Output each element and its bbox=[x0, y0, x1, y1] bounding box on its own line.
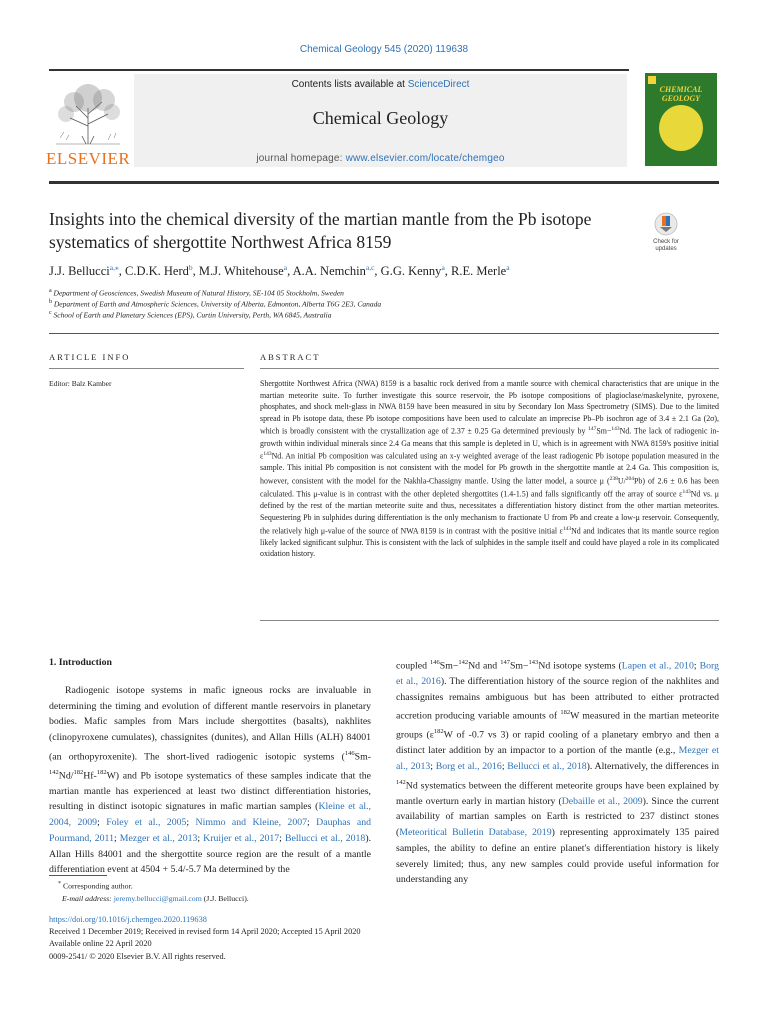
affiliation-key: b bbox=[49, 299, 52, 305]
body-text: W of -0.7 vs 3) or rapid cooling of a planetary embryo and then a distinct later addition by an impactor to a portion of the mantle (e.g., bbox=[396, 729, 719, 757]
doi-link[interactable]: https://doi.org/10.1016/j.chemgeo.2020.119638 bbox=[49, 915, 207, 924]
isotope-superscript: 238 bbox=[609, 476, 618, 482]
abstract-segment: Nd. The lack of radiogenic in-growth within individual minerals since 2.4 Ga means that this sample is depleted in U, which is in agreement with NWA 8159's positive initial ε bbox=[260, 427, 719, 461]
corresponding-text: Corresponding author. bbox=[62, 881, 133, 891]
section-divider bbox=[49, 333, 719, 334]
author[interactable]: R.E. Merle bbox=[451, 264, 507, 279]
email-label: E-mail address: bbox=[62, 894, 114, 903]
article-info-rule bbox=[49, 368, 244, 369]
abstract-segment: Nd and indicates that its mantle source region likely lacked significant sulphur. This is consistent with the lack of sulphides in the sample itself and could have played a role in its complicated oxidation history. bbox=[260, 526, 719, 559]
ref-separator: ; bbox=[113, 832, 120, 844]
isotope-superscript: 146 bbox=[344, 749, 355, 757]
author[interactable]: J.J. Bellucci bbox=[49, 264, 110, 279]
isotope-superscript: 146 bbox=[430, 659, 440, 666]
reference-link[interactable]: Dauphas and Pourmand, 2011 bbox=[49, 817, 372, 844]
body-text: Nd systematics between the different meteorite groups have been explained by mantle overturn early in martian history ( bbox=[396, 779, 719, 807]
isotope-superscript: 182 bbox=[96, 768, 107, 776]
header-top-rule bbox=[49, 69, 629, 71]
email-link[interactable]: jeremy.bellucci@gmail.com bbox=[113, 894, 202, 903]
check-for-updates-button[interactable] bbox=[648, 212, 684, 256]
isotope-superscript: 147 bbox=[588, 426, 597, 433]
cover-graphic bbox=[659, 105, 703, 151]
reference-link[interactable]: Nimmo and Kleine, 2007 bbox=[195, 817, 308, 829]
abstract-bottom-rule bbox=[260, 620, 719, 621]
isotope-superscript: 182 bbox=[560, 709, 571, 717]
author-affiliation-marker[interactable]: a bbox=[506, 263, 510, 272]
body-text: ). The differentiation history of the source region of the nakhlites and chassignites remains ambiguous but has been attributed to either protracted accretion producing variable amounts of bbox=[396, 675, 719, 722]
author-separator: , bbox=[192, 264, 199, 279]
introduction-left-column bbox=[49, 683, 371, 878]
affiliation bbox=[49, 288, 729, 298]
affiliation-key: a bbox=[49, 288, 52, 294]
isotope-superscript: 182 bbox=[73, 768, 84, 776]
author[interactable]: A.A. Nemchin bbox=[292, 264, 366, 279]
body-text: ). Allan Hills 84001 and the shergottite source region are the result of a mantle differentiation event at 4504 + 5.4/-5.7 Ma determined by the bbox=[49, 832, 372, 876]
author-affiliation-marker[interactable]: a,⁎ bbox=[109, 263, 119, 272]
isotope-superscript: 142 bbox=[49, 768, 59, 776]
journal-citation[interactable]: Chemical Geology 545 (2020) 119638 bbox=[299, 44, 469, 55]
abstract-segment: Shergottite Northwest Africa (NWA) 8159 is a basaltic rock derived from a mantle source with chemical characteristics that are unique in the martian meteorite suite. To further investigate this source reservoir, the Pb isotope compositions of plagioclase/maskelynite, pyroxene, phosphates, and shock melt-glass in NWA 8159 have been measured in situ by Secondary Ion Mass Spectrometry (SIMS). Due to the limited spread in Pb isotope data, these Pb isotope compositions have been used to calculate an imprecise Pb–Pb isochron age of 3.4 ± 2.1 Ga (2σ), which is broadly consistent with the crystallization age of 2.37 ± 0.25 Ga determined previously by bbox=[260, 379, 719, 436]
author-separator: , bbox=[374, 264, 381, 279]
author-separator: , bbox=[444, 264, 452, 279]
homepage-link[interactable]: www.elsevier.com/locate/chemgeo bbox=[345, 153, 505, 164]
email-suffix: (J.J. Bellucci). bbox=[201, 894, 249, 903]
editor-line: Editor: Balz Kamber bbox=[49, 379, 112, 388]
ref-separator: ; bbox=[97, 817, 107, 829]
journal-cover-image bbox=[645, 73, 717, 166]
author-affiliation-marker[interactable]: a bbox=[283, 263, 288, 272]
homepage-prefix: journal homepage: bbox=[256, 153, 346, 164]
body-text: Hf- bbox=[83, 770, 97, 782]
article-footer bbox=[49, 914, 361, 963]
author[interactable]: M.J. Whitehouse bbox=[198, 264, 284, 279]
body-text: W) and Pb isotope systematics of these samples indicate that the martian mantle has experienced at least two distinct differentiation histories, resulting in distinct isotopic signatures in mafic martian samples ( bbox=[49, 770, 371, 813]
journal-homepage bbox=[134, 153, 627, 164]
header-bottom-rule bbox=[49, 181, 719, 184]
isotope-superscript: 143 bbox=[562, 525, 572, 532]
received-dates: Received 1 December 2019; Received in revised form 14 April 2020; Accepted 15 April 2020 bbox=[49, 927, 361, 937]
body-text: Sm− bbox=[439, 660, 459, 672]
abstract-text bbox=[260, 378, 719, 560]
isotope-superscript: 204 bbox=[625, 476, 635, 482]
contents-availability bbox=[134, 79, 627, 90]
author-separator: , bbox=[287, 264, 293, 279]
body-text: Sm− bbox=[509, 660, 529, 672]
journal-title: Chemical Geology bbox=[312, 108, 449, 128]
ref-separator: ; bbox=[501, 761, 508, 773]
isotope-superscript: 143 bbox=[263, 451, 272, 458]
abstract-heading: ABSTRACT bbox=[260, 352, 321, 362]
abstract-segment: Pb) of 2.6 ± 0.6 has been calculated. This μ-value is in contrast with the other depleted shergottites (1.4-1.5) and falls significantly off the array of source ε bbox=[260, 476, 720, 499]
sciencedirect-link[interactable]: ScienceDirect bbox=[407, 79, 470, 90]
body-text: Nd isotope systems ( bbox=[538, 660, 622, 672]
author[interactable]: G.G. Kenny bbox=[380, 264, 442, 279]
article-title: Insights into the chemical diversity of the martian mantle from the Pb isotope systematics of shergottite Northwest Africa 8159 bbox=[49, 209, 592, 252]
reference-link[interactable]: Lapen et al., 2010 bbox=[621, 660, 694, 672]
footnote-rule bbox=[49, 875, 107, 876]
ref-separator: ; bbox=[197, 832, 204, 844]
body-text: ) representing approximately 135 paired samples, the ability to define an entire planet's differentiation history is likely severely limited; thus, any new samples could provide useful information for understanding any bbox=[396, 827, 719, 886]
reference-link[interactable]: Mezger et al., 2013 bbox=[396, 745, 719, 773]
ref-separator: ; bbox=[693, 660, 700, 672]
body-text: Sm- bbox=[354, 751, 371, 763]
author-affiliation-marker[interactable]: a,c bbox=[365, 263, 375, 272]
reference-link[interactable]: Mezger et al., 2013 bbox=[119, 832, 198, 844]
ref-separator: ; bbox=[307, 817, 317, 829]
body-text: ). Since the current availability of martian samples on Earth is restricted to 237 distinct stones ( bbox=[396, 795, 719, 839]
abstract-segment: Nd. An initial Pb composition was calculated using an x-y weighted average of the least radiogenic Pb isotope population measured in the sample. This initial Pb composition is not consistent with the model for Pb growth in the shergottite mantle at 2.4 Ga. This composition is, however, consistent with the model for the Nakhla-Chassigny mantle. Using the latter model, a source μ ( bbox=[260, 451, 719, 486]
author-affiliation-marker[interactable]: b bbox=[188, 263, 193, 272]
body-text: Nd and bbox=[468, 660, 501, 672]
reference-link[interactable]: Foley et al., 2005 bbox=[106, 817, 187, 829]
isotope-superscript: 182 bbox=[433, 728, 444, 736]
elsevier-tree-logo bbox=[46, 78, 130, 148]
body-text: coupled bbox=[396, 660, 430, 672]
introduction-right-column bbox=[396, 655, 719, 888]
affiliation-text: School of Earth and Planetary Sciences (EPS), Curtin University, Perth, WA 6845, Australia bbox=[53, 310, 332, 320]
isotope-superscript: 147 bbox=[500, 659, 510, 666]
body-text: Radiogenic isotope systems in mafic igneous rocks are invaluable in determining the timing and evolution of different mantle reservoirs in planetary bodies. Mafic samples from Mars include shergottites (basalts), nakhlites (clinopyroxene cumulates), chassignites (dunites), and Allan Hills (ALH) 84001 (an orthopyroxenite). The short-lived radiogenic isotopic systems ( bbox=[49, 685, 371, 763]
author-affiliation-marker[interactable]: a bbox=[441, 263, 445, 272]
author-separator: , bbox=[118, 264, 125, 279]
body-text: W measured in the martian meteorite groups (ε bbox=[396, 710, 719, 741]
check-updates-label: Check for updates bbox=[653, 239, 679, 252]
ref-separator: ; bbox=[186, 817, 196, 829]
reference-link[interactable]: Kruijer et al., 2017 bbox=[203, 832, 280, 844]
reference-link[interactable]: Bellucci et al., 2018 bbox=[507, 761, 587, 773]
reference-link[interactable]: Borg et al., 2016 bbox=[396, 660, 719, 687]
body-text: Nd/ bbox=[58, 770, 74, 782]
copyright-notice: 0009-2541/ © 2020 Elsevier B.V. All rights reserved. bbox=[49, 951, 226, 961]
footnote-marker: * bbox=[58, 881, 61, 887]
abstract-segment: Sm− bbox=[596, 427, 612, 436]
affiliation-key: c bbox=[49, 310, 52, 316]
isotope-superscript: 143 bbox=[682, 489, 691, 496]
reference-link[interactable]: Meteoritical Bulletin Database, 2019 bbox=[399, 827, 552, 839]
affiliation-text: Department of Earth and Atmospheric Sciences, University of Alberta, Edmonton, Alberta T6G 2E3, Canada bbox=[53, 299, 382, 309]
introduction-heading: 1. Introduction bbox=[49, 657, 112, 668]
reference-link[interactable]: Debaille et al., 2009 bbox=[561, 795, 643, 807]
affiliation-text: Department of Geosciences, Swedish Museum of Natural History, SE-104 05 Stockholm, Sweden bbox=[53, 288, 344, 298]
isotope-superscript: 142 bbox=[458, 659, 469, 666]
cover-emblem bbox=[648, 76, 656, 84]
reference-link[interactable]: Borg et al., 2016 bbox=[435, 761, 502, 773]
ref-separator: ; bbox=[279, 832, 285, 844]
online-date: Available online 22 April 2020 bbox=[49, 939, 152, 949]
author-list bbox=[49, 263, 729, 279]
check-updates-icon bbox=[654, 212, 678, 236]
contents-prefix: Contents lists available at bbox=[291, 79, 408, 90]
body-text: ). Alternatively, the differences in bbox=[586, 761, 720, 773]
isotope-superscript: 142 bbox=[396, 778, 406, 786]
affiliation bbox=[49, 299, 729, 309]
author[interactable]: C.D.K. Herd bbox=[124, 264, 189, 279]
isotope-superscript: 143 bbox=[611, 426, 620, 433]
reference-link[interactable]: Bellucci et al., 2018 bbox=[284, 832, 366, 844]
reference-link[interactable]: Kleine et al., 2004, 2009 bbox=[49, 801, 371, 829]
affiliation bbox=[49, 310, 729, 320]
publisher-logo-text: ELSEVIER bbox=[46, 149, 131, 168]
abstract-segment: Nd vs. μ defined by the rest of the martian meteorite suite and thus, necessitates a differentiation history distinct from the other martian meteorites. Sequestering Pb in sulphides during differentiation is the only mechanism to fractionate U from Pb and create a low-μ reservoir. Consequently, the relatively high μ-value of the source of NWA 8159 is in contrast with the positive initial ε bbox=[260, 489, 720, 536]
corresponding-author-note bbox=[58, 881, 133, 891]
abstract-segment: U/ bbox=[617, 476, 626, 486]
abstract-rule bbox=[260, 368, 719, 369]
email-note bbox=[62, 894, 249, 903]
isotope-superscript: 143 bbox=[528, 659, 539, 666]
ref-separator: ; bbox=[430, 761, 436, 773]
cover-title: CHEMICAL GEOLOGY bbox=[659, 85, 703, 103]
article-info-heading: ARTICLE INFO bbox=[49, 352, 131, 362]
